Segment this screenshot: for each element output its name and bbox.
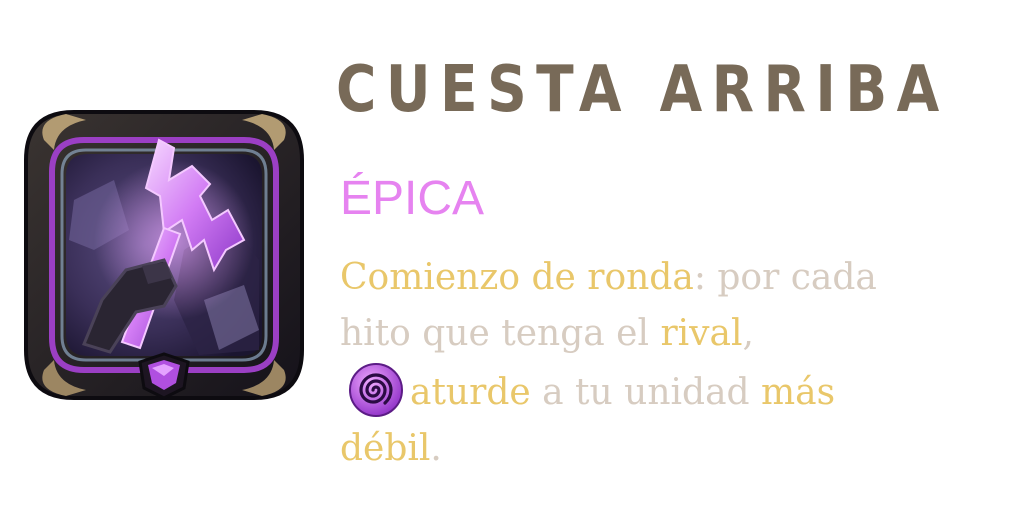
desc-text: : por cada: [693, 257, 877, 298]
augment-emblem: [14, 100, 314, 410]
stun-spiral-icon: [348, 362, 404, 418]
desc-text: a tu unidad: [530, 372, 762, 413]
desc-text: .: [430, 428, 442, 469]
pickaxe-icon: [14, 100, 314, 410]
keyword-stun: aturde: [410, 372, 531, 413]
keyword-round-start: Comienzo de ronda: [340, 257, 694, 298]
augment-description: [340, 250, 1010, 477]
desc-text: hito que tenga el: [340, 313, 661, 354]
keyword-rival: rival: [660, 313, 743, 354]
augment-rarity: ÉPICA: [340, 172, 485, 225]
desc-text: ,: [742, 313, 754, 354]
augment-title: CUESTA ARRIBA: [336, 53, 949, 127]
keyword-weakest-2: débil: [340, 428, 431, 469]
keyword-weakest: más: [761, 372, 836, 413]
